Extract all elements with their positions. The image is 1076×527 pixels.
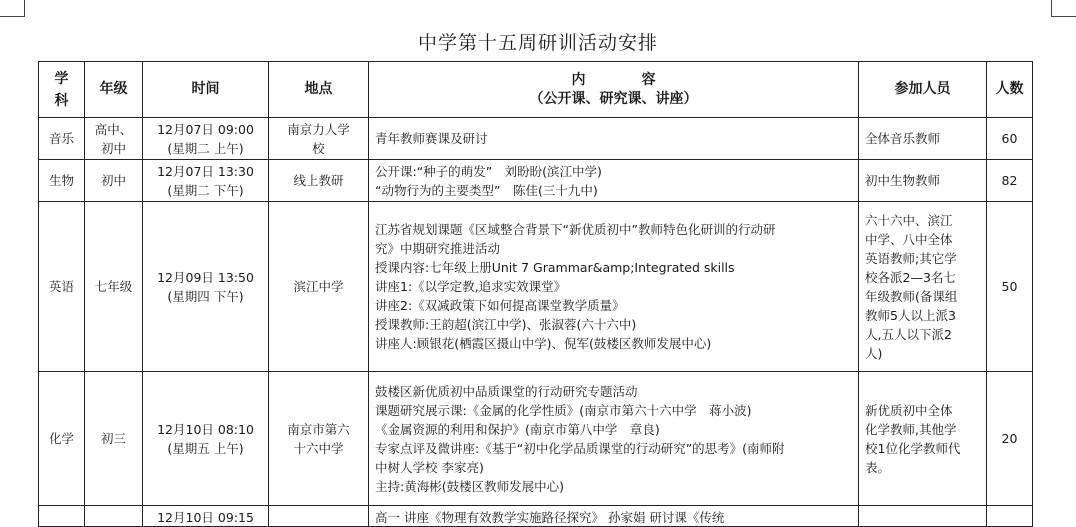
cell-count: 82 <box>987 160 1033 202</box>
header-location: 地点 <box>269 62 369 118</box>
cell-count: 60 <box>987 118 1033 160</box>
cell-time: 12月10日 08:10 (星期五 上午) <box>143 372 269 506</box>
header-subject: 学科 <box>39 62 85 118</box>
cell-location: 线上教研 <box>269 160 369 202</box>
cell-participants <box>859 506 987 527</box>
header-content-line2: （公开课、研究课、讲座） <box>529 90 698 107</box>
cell-participants: 全体音乐教师 <box>859 118 987 160</box>
cell-grade <box>85 506 143 527</box>
table-row <box>39 160 1033 202</box>
cell-location: 滨江中学 <box>269 202 369 372</box>
table-row <box>39 372 1033 506</box>
cell-time: 12月10日 09:15 <box>143 506 269 527</box>
header-participants: 参加人员 <box>859 62 987 118</box>
table-row <box>39 118 1033 160</box>
table-row <box>39 202 1033 372</box>
cell-location <box>269 506 369 527</box>
cell-location: 南京力人学 校 <box>269 118 369 160</box>
cell-subject: 音乐 <box>39 118 85 160</box>
cell-grade: 初中 <box>85 160 143 202</box>
cell-participants: 初中生物教师 <box>859 160 987 202</box>
cell-location: 南京市第六 十六中学 <box>269 372 369 506</box>
cell-subject: 生物 <box>39 160 85 202</box>
cell-time: 12月07日 09:00 (星期二 上午) <box>143 118 269 160</box>
cell-time: 12月07日 13:30 (星期二 下午) <box>143 160 269 202</box>
schedule-table <box>38 61 1033 527</box>
cell-count: 20 <box>987 372 1033 506</box>
cell-count <box>987 506 1033 527</box>
cell-subject: 化学 <box>39 372 85 506</box>
page-title: 中学第十五周研训活动安排 <box>417 32 658 54</box>
cell-subject <box>39 506 85 527</box>
cell-content: 鼓楼区新优质初中品质课堂的行动研究专题活动 课题研究展示课:《金属的化学性质》(南京市第六十六中学 蒋小波) 《金属资源的利用和保护》(南京市第八中学 章良) 专家点评及微讲座:《基于“初中化学品质课堂的行动研究”的思考》(南师附 中树人学校 李家亮) 主持:黄海彬(鼓楼区教师发展中心) <box>369 372 859 506</box>
cell-content: 江苏省规划课题《区域整合背景下“新优质初中”教师特色化研训的行动研 究》中期研究推进活动 授课内容:七年级上册Unit 7 Grammar&amp;Integrated skills 讲座1:《以学定教,追求实效课堂》 讲座2:《双减政策下如何提高课堂教学质量》 授课教师:王韵超(滨江中学)、张淑蓉(六十六中) 讲座人:顾银花(栖霞区摄山中学)、倪军(鼓楼区教师发展中心) <box>369 202 859 372</box>
header-content-line1: 内 容 <box>571 71 656 88</box>
table-row-partial <box>39 506 1033 527</box>
header-time: 时间 <box>143 62 269 118</box>
cell-grade: 初三 <box>85 372 143 506</box>
header-content <box>369 62 859 118</box>
cell-content: 高一 讲座《物理有效教学实施路径探究》 孙家娟 研讨课《传统 <box>369 506 859 527</box>
header-count: 人数 <box>987 62 1033 118</box>
cell-grade: 七年级 <box>85 202 143 372</box>
cell-grade: 高中、 初中 <box>85 118 143 160</box>
cell-participants: 新优质初中全体 化学教师,其他学 校1位化学教师代 表。 <box>859 372 987 506</box>
cell-content: 公开课:“种子的萌发” 刘盼盼(滨江中学) “动物行为的主要类型” 陈佳(三十九中) <box>369 160 859 202</box>
header-row <box>39 62 1033 118</box>
header-grade: 年级 <box>85 62 143 118</box>
cell-content: 青年教师赛课及研讨 <box>369 118 859 160</box>
cell-time: 12月09日 13:50 (星期四 下午) <box>143 202 269 372</box>
cell-participants: 六十六中、滨江 中学、八中全体 英语教师;其它学 校各派2—3名七 年级教师(备课组 教师5人以上派3 人,五人以下派2 人) <box>859 202 987 372</box>
cell-count: 50 <box>987 202 1033 372</box>
cell-subject: 英语 <box>39 202 85 372</box>
